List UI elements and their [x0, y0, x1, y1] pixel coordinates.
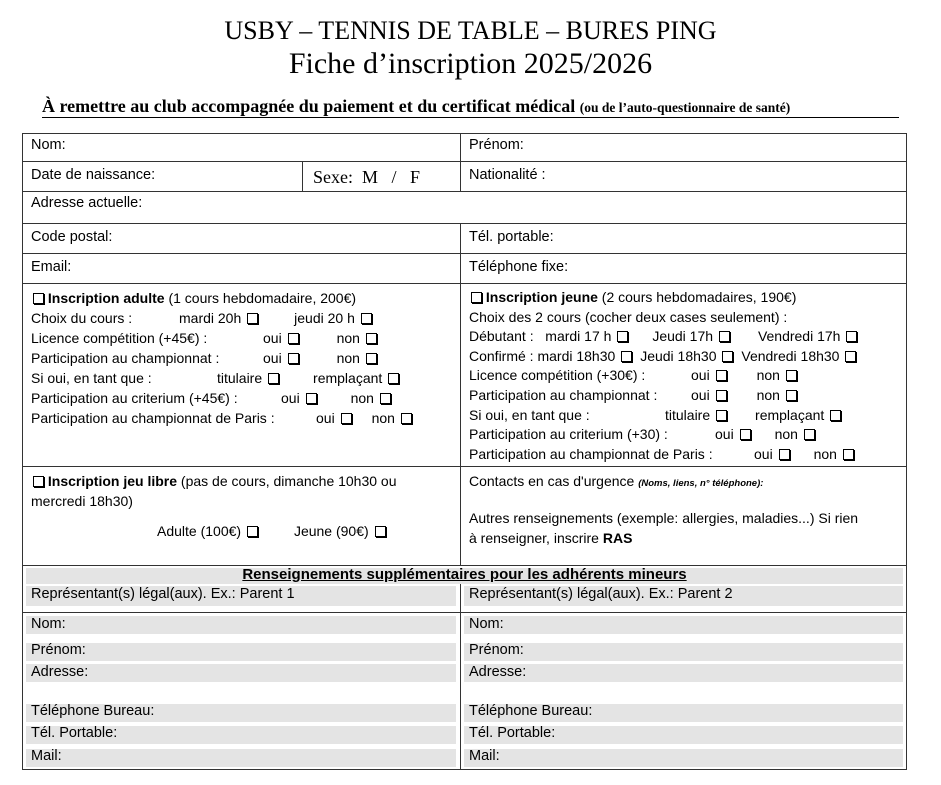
- jeu-libre-jeune-checkbox[interactable]: [375, 526, 386, 537]
- tel-portable-field[interactable]: [460, 223, 907, 254]
- form-title: Fiche d’inscription 2025/2026: [288, 47, 653, 80]
- adulte-championnat-label: Participation au championnat :: [31, 350, 220, 366]
- urgence-section[interactable]: [460, 466, 907, 566]
- jeune-d-vendredi-checkbox[interactable]: [846, 331, 857, 342]
- jeune-championnat-line: [469, 386, 857, 406]
- parent2-portable-label: Tél. Portable:: [469, 725, 556, 741]
- jeune-c-jeudi-checkbox[interactable]: [722, 351, 733, 362]
- parent2-mail-field[interactable]: [464, 749, 903, 767]
- adulte-jeudi-checkbox[interactable]: [361, 313, 372, 324]
- jeune-licence-oui-checkbox[interactable]: [716, 370, 727, 381]
- jeu-libre-title-line: [31, 471, 397, 491]
- jeune-d-mardi-checkbox[interactable]: [617, 331, 628, 342]
- urgence-contacts-line: [469, 471, 858, 494]
- adulte-section: [22, 283, 461, 467]
- jeune-criterium-oui-checkbox[interactable]: [740, 429, 751, 440]
- email-field[interactable]: [22, 253, 461, 284]
- mineurs-row-rule-1: [22, 612, 461, 613]
- jeune-criterium-non-checkbox[interactable]: [804, 429, 815, 440]
- parent2-adresse-field[interactable]: [464, 664, 903, 682]
- adulte-criterium-label: Participation au criterium (+45€) :: [31, 390, 238, 406]
- tel-fixe-label: Téléphone fixe:: [469, 259, 569, 275]
- jeune-debutant-line: [469, 327, 857, 347]
- adulte-paris-line: [31, 408, 412, 428]
- adulte-championnat-oui-checkbox[interactable]: [288, 353, 299, 364]
- jeune-choix-line: Choix des 2 cours (cocher deux cases seulement) :: [469, 308, 788, 325]
- jeune-d-jeudi-label: Jeudi 17h: [652, 328, 714, 345]
- parent2-label: Représentant(s) légal(aux). Ex.: Parent 2: [469, 586, 733, 602]
- adulte-choix-line: [31, 308, 412, 328]
- jeune-c-vendredi-label: Vendredi 18h30: [741, 347, 840, 364]
- jeune-c-jeudi-label: Jeudi 18h30: [640, 347, 717, 364]
- adulte-criterium-oui-checkbox[interactable]: [306, 393, 317, 404]
- urgence-ras: RAS: [602, 530, 633, 546]
- jeu-libre-checkbox[interactable]: [33, 476, 44, 487]
- adulte-licence-label: Licence compétition (+45€) :: [31, 330, 208, 346]
- jeune-d-mardi-label: mardi 17 h: [545, 328, 612, 345]
- adulte-licence-oui-label: oui: [263, 330, 282, 346]
- jeune-paris-oui-label: oui: [754, 445, 773, 462]
- adulte-licence-non-label: non: [336, 330, 360, 346]
- tel-fixe-field[interactable]: [460, 253, 907, 284]
- jeune-checkbox[interactable]: [471, 292, 482, 303]
- nationalite-field[interactable]: [460, 161, 907, 192]
- parent1-nom-label: Nom:: [31, 616, 66, 632]
- parent1-adresse-label: Adresse:: [31, 664, 89, 680]
- jeune-licence-non-checkbox[interactable]: [786, 370, 797, 381]
- code-postal-label: Code postal:: [31, 229, 113, 245]
- adulte-licence-line: [31, 328, 412, 348]
- adulte-criterium-line: [31, 388, 412, 408]
- jeune-title-line: [469, 288, 857, 308]
- jeune-confirme-label: Confirmé : mardi 18h30: [469, 347, 616, 364]
- parent2-mail-label: Mail:: [469, 748, 500, 764]
- jeu-libre-note-1: (pas de cours, dimanche 10h30 ou: [177, 473, 397, 489]
- adulte-championnat-non-checkbox[interactable]: [366, 353, 377, 364]
- jeune-championnat-label: Participation au championnat :: [469, 386, 658, 403]
- parent1-prenom-label: Prénom:: [31, 642, 86, 658]
- adulte-paris-oui-label: oui: [316, 410, 335, 426]
- jeune-licence-oui-label: oui: [691, 367, 710, 384]
- parent1-mail-field[interactable]: [26, 749, 456, 767]
- code-postal-field[interactable]: [22, 223, 461, 254]
- adulte-championnat-oui-label: oui: [263, 350, 282, 366]
- parent1-nom-field[interactable]: [26, 616, 456, 634]
- tel-portable-label: Tél. portable:: [469, 229, 554, 245]
- prenom-label: Prénom:: [469, 137, 524, 153]
- jeune-d-jeudi-checkbox[interactable]: [719, 331, 730, 342]
- sexe-field[interactable]: [302, 161, 461, 192]
- mineurs-title: Renseignements supplémentaires pour les adhérents mineurs: [242, 566, 687, 583]
- jeune-titulaire-label: titulaire: [665, 406, 711, 423]
- jeune-paris-non-checkbox[interactable]: [843, 449, 854, 460]
- adulte-choix-label: Choix du cours :: [31, 310, 133, 326]
- adulte-championnat-non-label: non: [336, 350, 360, 366]
- jeune-paris-non-label: non: [813, 445, 837, 462]
- jeu-libre-adulte-checkbox[interactable]: [247, 526, 258, 537]
- jeu-libre-section: [22, 466, 461, 566]
- club-title: USBY – TENNIS DE TABLE – BURES PING: [224, 16, 717, 45]
- adulte-jeudi-label: jeudi 20 h: [294, 310, 355, 326]
- jeune-debutant-label: Débutant :: [469, 328, 534, 345]
- urgence-contacts-label: Contacts en cas d'urgence: [469, 473, 639, 489]
- parent2-adresse-label: Adresse:: [469, 664, 527, 680]
- jeune-remplacant-label: remplaçant: [755, 406, 825, 423]
- instruction-underline: [42, 117, 899, 118]
- jeune-section: [460, 283, 907, 467]
- jeune-d-vendredi-label: Vendredi 17h: [757, 328, 841, 345]
- jeune-si-oui-label: Si oui, en tant que :: [469, 406, 590, 423]
- adulte-paris-label: Participation au championnat de Paris :: [31, 410, 275, 426]
- prenom-field[interactable]: [460, 133, 907, 162]
- parent1-portable-label: Tél. Portable:: [31, 725, 118, 741]
- adulte-paris-non-checkbox[interactable]: [401, 413, 412, 424]
- urgence-lines: [469, 471, 858, 548]
- jeune-criterium-label: Participation au criterium (+30) :: [469, 426, 668, 443]
- jeune-championnat-non-label: non: [756, 386, 780, 403]
- jeu-libre-adulte-label: Adulte (100€): [157, 523, 242, 539]
- jeune-licence-label: Licence compétition (+30€) :: [469, 367, 646, 384]
- sexe-label: Sexe: M / F: [313, 167, 421, 187]
- jeune-c-vendredi-checkbox[interactable]: [845, 351, 856, 362]
- adulte-titulaire-checkbox[interactable]: [268, 373, 279, 384]
- adulte-si-oui-label: Si oui, en tant que :: [31, 370, 152, 386]
- jeune-licence-line: [469, 366, 857, 386]
- adulte-criterium-non-checkbox[interactable]: [380, 393, 391, 404]
- jeune-c-mardi-checkbox[interactable]: [621, 351, 632, 362]
- adulte-licence-oui-checkbox[interactable]: [288, 333, 299, 344]
- nom-field[interactable]: [22, 133, 461, 162]
- adulte-title: Inscription adulte: [47, 290, 165, 306]
- parent1-bureau-label: Téléphone Bureau:: [31, 703, 155, 719]
- jeu-libre-title: Inscription jeu libre: [47, 473, 178, 489]
- jeune-titulaire-checkbox[interactable]: [716, 410, 727, 421]
- jeune-role-line: [469, 406, 857, 426]
- urgence-contacts-note: (Noms, liens, n° téléphone):: [638, 478, 764, 489]
- jeune-licence-non-label: non: [756, 367, 780, 384]
- jeune-title: Inscription jeune: [485, 289, 598, 305]
- jeune-criterium-oui-label: oui: [715, 426, 734, 443]
- jeune-championnat-non-checkbox[interactable]: [786, 390, 797, 401]
- instruction-note: (ou de l’auto-questionnaire de santé): [579, 100, 791, 115]
- parent1-mail-label: Mail:: [31, 748, 62, 764]
- jeune-championnat-oui-checkbox[interactable]: [716, 390, 727, 401]
- jeune-lines: [469, 288, 857, 464]
- jeune-confirme-line: [469, 347, 857, 367]
- parent1-prenom-field[interactable]: [26, 643, 456, 661]
- adulte-mardi-label: mardi 20h: [179, 310, 242, 326]
- instruction-text: À remettre au club accompagnée du paiement et du certificat médical: [42, 96, 576, 116]
- nationalite-label: Nationalité :: [469, 167, 546, 183]
- adresse-label: Adresse actuelle:: [31, 195, 143, 211]
- jeune-paris-line: [469, 445, 857, 465]
- jeu-libre-options-line: [31, 521, 397, 541]
- parent1-adresse-field[interactable]: [26, 664, 456, 682]
- email-label: Email:: [31, 259, 72, 275]
- adulte-checkbox[interactable]: [33, 293, 44, 304]
- date-naissance-label: Date de naissance:: [31, 167, 156, 183]
- adulte-criterium-oui-label: oui: [281, 390, 300, 406]
- adulte-title-note: (1 cours hebdomadaire, 200€): [164, 290, 357, 306]
- adulte-mardi-checkbox[interactable]: [247, 313, 258, 324]
- adulte-licence-non-checkbox[interactable]: [366, 333, 377, 344]
- adulte-criterium-non-label: non: [350, 390, 374, 406]
- date-naissance-field[interactable]: [22, 161, 303, 192]
- nom-label: Nom:: [31, 137, 66, 153]
- jeune-championnat-oui-label: oui: [691, 386, 710, 403]
- adulte-remplacant-label: remplaçant: [313, 370, 383, 386]
- jeune-paris-oui-checkbox[interactable]: [779, 449, 790, 460]
- urgence-autres-text: à renseigner, inscrire: [469, 530, 603, 546]
- parent2-prenom-field[interactable]: [464, 643, 903, 661]
- adulte-remplacant-checkbox[interactable]: [388, 373, 399, 384]
- adulte-title-line: [31, 288, 412, 308]
- parent2-prenom-label: Prénom:: [469, 642, 524, 658]
- adulte-championnat-line: [31, 348, 412, 368]
- jeune-criterium-line: [469, 425, 857, 445]
- urgence-autres-line-2: [469, 528, 858, 548]
- adulte-paris-oui-checkbox[interactable]: [341, 413, 352, 424]
- jeune-paris-label: Participation au championnat de Paris :: [469, 445, 713, 462]
- mineurs-row-rule-2: [460, 612, 907, 613]
- adulte-role-line: [31, 368, 412, 388]
- parent1-label: Représentant(s) légal(aux). Ex.: Parent 1: [31, 586, 295, 602]
- jeune-title-note: (2 cours hebdomadaires, 190€): [597, 289, 797, 305]
- adresse-field[interactable]: [22, 191, 907, 224]
- parent2-nom-field[interactable]: [464, 616, 903, 634]
- adulte-titulaire-label: titulaire: [217, 370, 263, 386]
- jeune-criterium-non-label: non: [774, 426, 798, 443]
- jeu-libre-jeune-label: Jeune (90€): [293, 523, 369, 539]
- adulte-lines: [31, 288, 412, 428]
- jeu-libre-lines: [31, 471, 397, 541]
- instruction-line: [42, 96, 790, 117]
- adulte-paris-non-label: non: [371, 410, 395, 426]
- urgence-autres-line-1: Autres renseignements (exemple: allergies, maladies...) Si rien: [469, 510, 859, 526]
- parent2-bureau-label: Téléphone Bureau:: [469, 703, 593, 719]
- parent2-nom-label: Nom:: [469, 616, 504, 632]
- jeu-libre-note-2: mercredi 18h30): [31, 493, 133, 509]
- jeune-remplacant-checkbox[interactable]: [830, 410, 841, 421]
